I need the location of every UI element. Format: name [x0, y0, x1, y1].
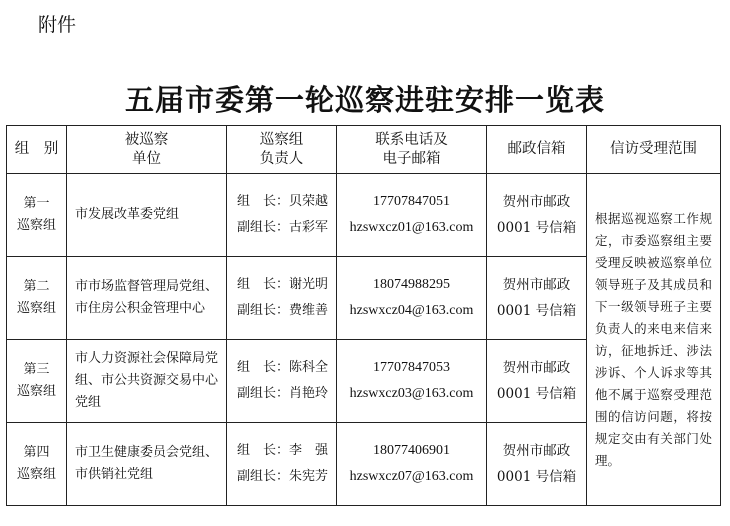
- mailbox-cell: 贺州市邮政 0001 号信箱: [487, 257, 587, 340]
- header-contact: 联系电话及 电子邮箱: [337, 126, 487, 174]
- document-title: 五届市委第一轮巡察进驻安排一览表: [124, 83, 605, 117]
- leader-cell: 组 长：谢光明 副组长：费维善: [227, 257, 337, 340]
- header-unit: 被巡察 单位: [67, 126, 227, 174]
- inspection-schedule-table: [6, 125, 721, 506]
- attachment-label: 附件: [38, 14, 77, 36]
- leader-cell: 组 长：陈科全 副组长：肖艳玲: [227, 340, 337, 423]
- header-leader: 巡察组 负责人: [227, 126, 337, 174]
- group-cell: 第三 巡察组: [7, 340, 67, 423]
- leader-cell: 组 长：贝荣越 副组长：古彩军: [227, 174, 337, 257]
- unit-cell: 市市场监督管理局党组、市住房公积金管理中心: [67, 257, 227, 340]
- table-row: [7, 174, 721, 257]
- email-link[interactable]: hzswxcz07@163.com: [349, 469, 474, 484]
- unit-cell: 市发展改革委党组: [67, 174, 227, 257]
- header-mailbox: 邮政信箱: [487, 126, 587, 174]
- scope-cell: 根据巡视巡察工作规定，市委巡察组主要受理反映被巡察单位领导班子及其成员和下一级领导班子主要负责人的来电来信来访，征地拆迁、涉法涉诉、个人诉求等其他不属于巡察受理范围的信访问题，将按规定交由有关部门处理。: [587, 174, 721, 506]
- table-header-row: [7, 126, 721, 174]
- contact-cell: 17707847053 hzswxcz03@163.com: [337, 340, 487, 423]
- contact-cell: 18074988295 hzswxcz04@163.com: [337, 257, 487, 340]
- contact-cell: 18077406901 hzswxcz07@163.com: [337, 423, 487, 506]
- email-link[interactable]: hzswxcz04@163.com: [349, 303, 474, 318]
- leader-cell: 组 长：李 强 副组长：朱宪芳: [227, 423, 337, 506]
- group-cell: 第一 巡察组: [7, 174, 67, 257]
- mailbox-cell: 贺州市邮政 0001 号信箱: [487, 174, 587, 257]
- email-link[interactable]: hzswxcz03@163.com: [349, 386, 474, 401]
- contact-cell: 17707847051 hzswxcz01@163.com: [337, 174, 487, 257]
- unit-cell: 市卫生健康委员会党组、市供销社党组: [67, 423, 227, 506]
- header-scope: 信访受理范围: [587, 126, 721, 174]
- mailbox-cell: 贺州市邮政 0001 号信箱: [487, 340, 587, 423]
- group-cell: 第四 巡察组: [7, 423, 67, 506]
- unit-cell: 市人力资源社会保障局党组、市公共资源交易中心党组: [67, 340, 227, 423]
- mailbox-cell: 贺州市邮政 0001 号信箱: [487, 423, 587, 506]
- header-group: 组 别: [7, 126, 67, 174]
- email-link[interactable]: hzswxcz01@163.com: [349, 220, 474, 235]
- group-cell: 第二 巡察组: [7, 257, 67, 340]
